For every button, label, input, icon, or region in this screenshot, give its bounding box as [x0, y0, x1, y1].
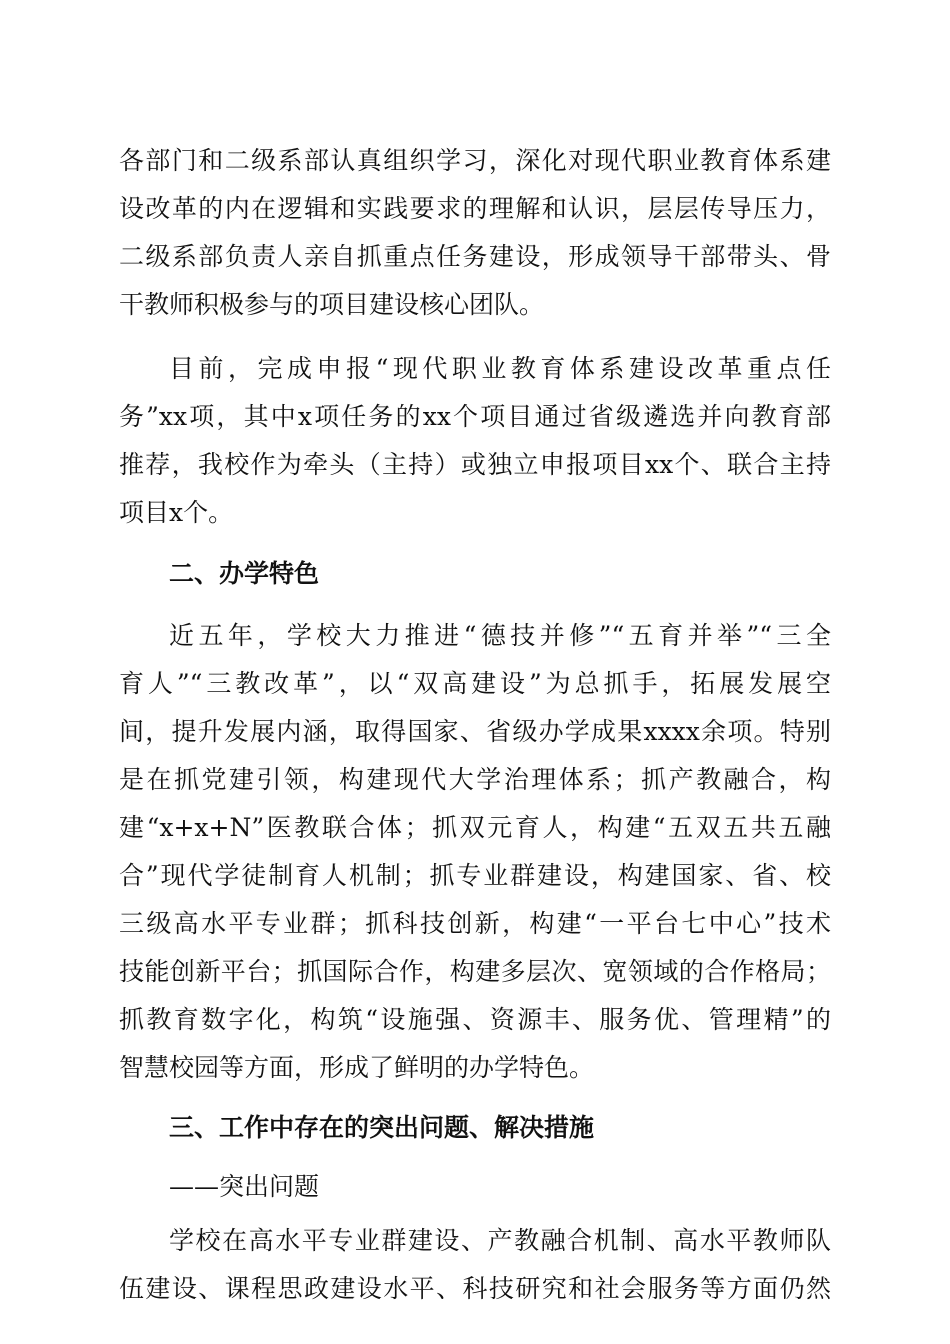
paragraph-line: 近五年，学校大力推进“德技并修”“五育并举”“三全	[169, 621, 831, 650]
paragraph-line: 干教师积极参与的项目建设核心团队。	[119, 290, 545, 319]
paragraph-line: 育人”“三教改革”，以“双高建设”为总抓手，拓展发展空	[119, 669, 831, 698]
paragraph-line: 合”现代学徒制育人机制；抓专业群建设，构建国家、省、校	[119, 861, 831, 890]
paragraph-line: 务”xx项，其中x项任务的xx个项目通过省级遴选并向教育部	[119, 402, 831, 431]
paragraph-line: 伍建设、课程思政建设水平、科技研究和社会服务等方面仍然	[119, 1274, 831, 1303]
subheading: ——突出问题	[169, 1172, 320, 1201]
paragraph-line: 三级高水平专业群；抓科技创新，构建“一平台七中心”技术	[119, 909, 831, 938]
paragraph-line: 技能创新平台；抓国际合作，构建多层次、宽领域的合作格局；	[119, 957, 831, 986]
paragraph-line: 智慧校园等方面，形成了鲜明的办学特色。	[119, 1053, 595, 1082]
paragraph-line: 目前，完成申报“现代职业教育体系建设改革重点任	[169, 354, 831, 383]
paragraph-line: 间，提升发展内涵，取得国家、省级办学成果xxxx余项。特别	[119, 717, 831, 746]
section-heading: 二、办学特色	[169, 559, 320, 588]
paragraph-line: 二级系部负责人亲自抓重点任务建设，形成领导干部带头、骨	[119, 242, 831, 271]
paragraph-line: 是在抓党建引领，构建现代大学治理体系；抓产教融合，构	[119, 765, 831, 794]
paragraph-line: 推荐，我校作为牵头（主持）或独立申报项目xx个、联合主持	[119, 450, 831, 479]
paragraph-line: 学校在高水平专业群建设、产教融合机制、高水平教师队	[169, 1226, 831, 1255]
paragraph-line: 设改革的内在逻辑和实践要求的理解和认识，层层传导压力，	[119, 194, 831, 223]
paragraph-line: 抓教育数字化，构筑“设施强、资源丰、服务优、管理精”的	[119, 1005, 831, 1034]
paragraph-line: 建“x+x+N”医教联合体；抓双元育人，构建“五双五共五融	[119, 813, 831, 842]
section-heading: 三、工作中存在的突出问题、解决措施	[169, 1113, 595, 1142]
paragraph-line: 各部门和二级系部认真组织学习，深化对现代职业教育体系建	[119, 146, 831, 175]
paragraph-line: 项目x个。	[119, 498, 234, 527]
